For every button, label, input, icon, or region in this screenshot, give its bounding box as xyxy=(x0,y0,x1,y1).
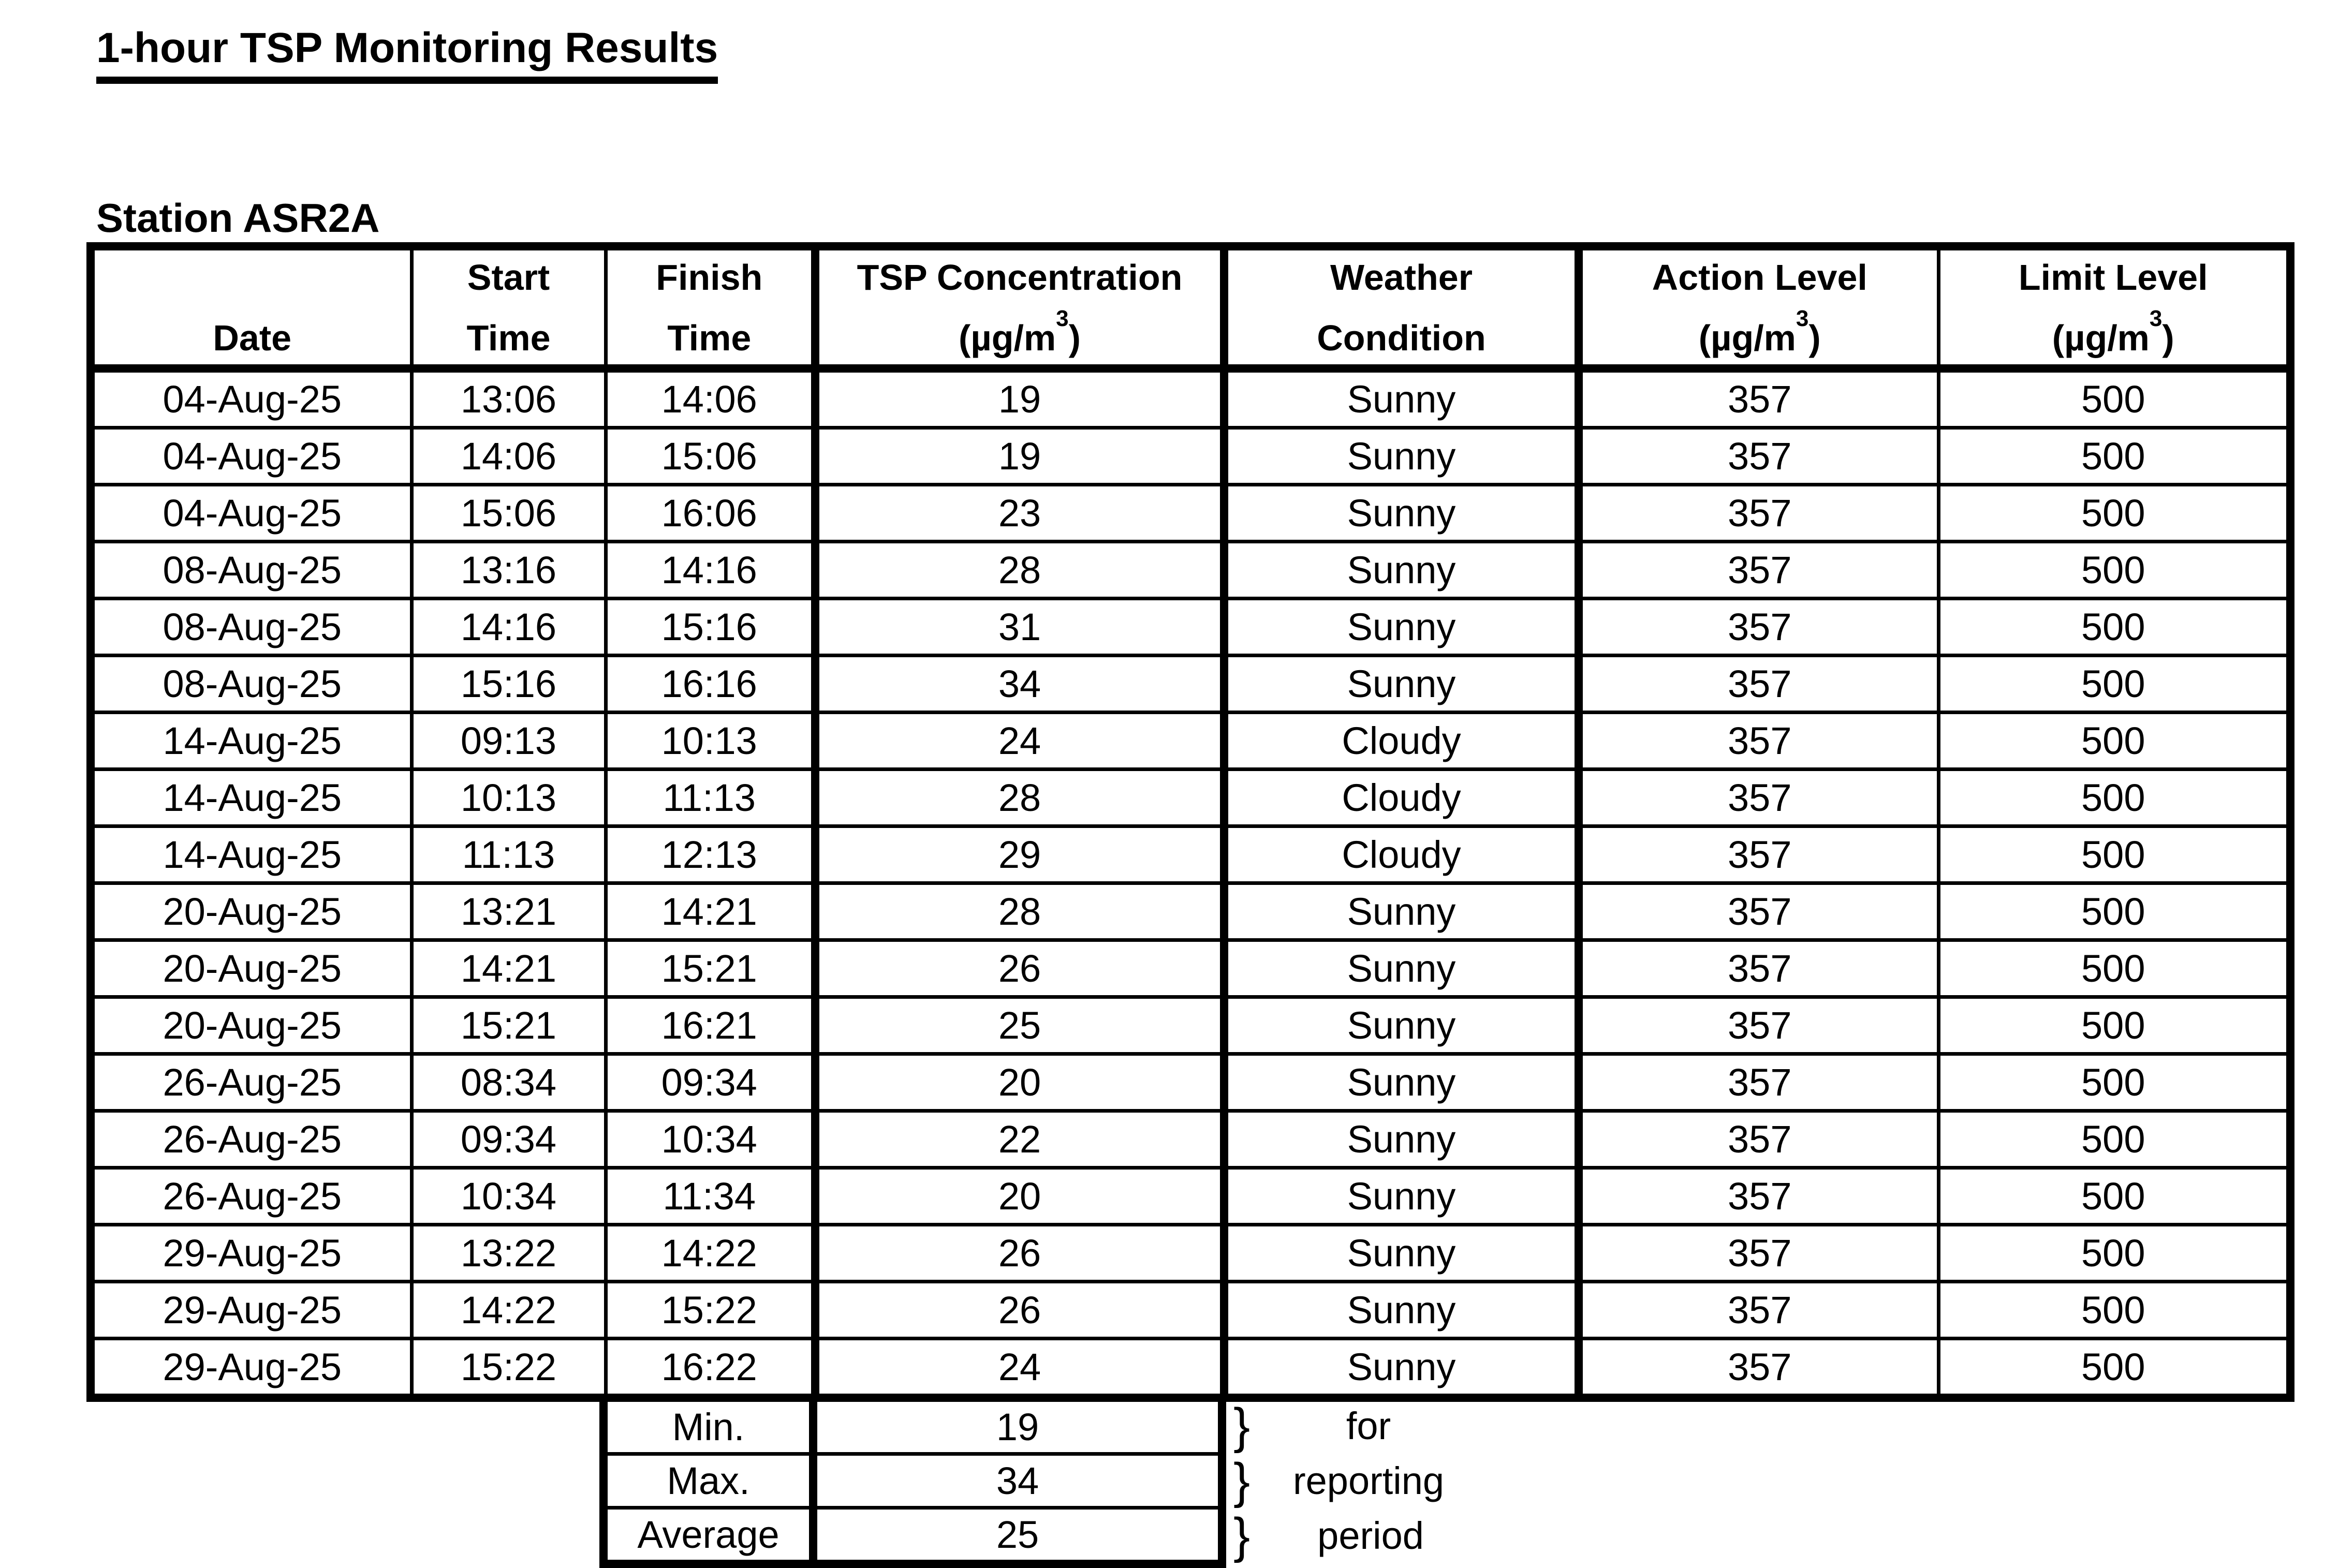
cell-action-level: 357 xyxy=(1579,656,1938,713)
cell-start-time: 09:34 xyxy=(411,1111,606,1168)
cell-tsp-concentration: 25 xyxy=(815,997,1224,1054)
cell-tsp-concentration: 28 xyxy=(815,542,1224,599)
cell-action-level: 357 xyxy=(1579,940,1938,997)
cell-finish-time: 14:16 xyxy=(606,542,815,599)
summary-table xyxy=(599,1394,1495,1568)
brace-glyph: } xyxy=(1233,1453,1251,1508)
cell-start-time: 15:16 xyxy=(411,656,606,713)
cell-action-level: 357 xyxy=(1579,1054,1938,1111)
cell-start-time: 14:22 xyxy=(411,1282,606,1339)
cell-tsp-concentration: 20 xyxy=(815,1168,1224,1225)
cell-action-level: 357 xyxy=(1579,1225,1938,1282)
table-row xyxy=(91,1339,2290,1398)
cell-date: 04-Aug-25 xyxy=(91,485,411,542)
summary-row xyxy=(604,1454,1491,1508)
cell-finish-time: 16:22 xyxy=(606,1339,815,1398)
cell-finish-time: 16:06 xyxy=(606,485,815,542)
cell-weather-condition: Sunny xyxy=(1224,428,1579,485)
cell-tsp-concentration: 19 xyxy=(815,428,1224,485)
cell-tsp-concentration: 28 xyxy=(815,883,1224,940)
cell-limit-level: 500 xyxy=(1938,713,2290,770)
table-row xyxy=(91,1168,2290,1225)
summary-label: Min. xyxy=(604,1398,813,1454)
cell-finish-time: 10:34 xyxy=(606,1111,815,1168)
cell-tsp-concentration: 28 xyxy=(815,770,1224,826)
cell-date: 04-Aug-25 xyxy=(91,428,411,485)
cell-date: 14-Aug-25 xyxy=(91,713,411,770)
cell-start-time: 13:06 xyxy=(411,368,606,428)
cell-date: 29-Aug-25 xyxy=(91,1339,411,1398)
cell-tsp-concentration: 23 xyxy=(815,485,1224,542)
cell-date: 26-Aug-25 xyxy=(91,1111,411,1168)
cell-weather-condition: Sunny xyxy=(1224,1054,1579,1111)
cell-limit-level: 500 xyxy=(1938,826,2290,883)
cell-tsp-concentration: 22 xyxy=(815,1111,1224,1168)
brace-glyph: } xyxy=(1233,1508,1251,1564)
cell-date: 20-Aug-25 xyxy=(91,940,411,997)
cell-date: 14-Aug-25 xyxy=(91,826,411,883)
cell-start-time: 13:16 xyxy=(411,542,606,599)
cell-finish-time: 14:22 xyxy=(606,1225,815,1282)
summary-row xyxy=(604,1508,1491,1564)
cell-start-time: 13:21 xyxy=(411,883,606,940)
cell-weather-condition: Sunny xyxy=(1224,1225,1579,1282)
cell-date: 08-Aug-25 xyxy=(91,542,411,599)
header-action-level: Action Level $(\mu g/m^3)$ xyxy=(1579,246,1938,368)
summary-value: 19 xyxy=(813,1398,1222,1454)
table-row xyxy=(91,940,2290,997)
table-row xyxy=(91,997,2290,1054)
cell-start-time: 14:21 xyxy=(411,940,606,997)
table-row xyxy=(91,368,2290,428)
table-row xyxy=(91,826,2290,883)
cell-start-time: 09:13 xyxy=(411,713,606,770)
summary-row xyxy=(604,1398,1491,1454)
cell-start-time: 11:13 xyxy=(411,826,606,883)
summary-label: Average xyxy=(604,1508,813,1564)
header-start-time: Start Time xyxy=(411,246,606,368)
table-row xyxy=(91,1111,2290,1168)
cell-limit-level: 500 xyxy=(1938,883,2290,940)
cell-action-level: 357 xyxy=(1579,713,1938,770)
header-date: Date xyxy=(91,246,411,368)
table-row xyxy=(91,599,2290,656)
cell-tsp-concentration: 31 xyxy=(815,599,1224,656)
cell-limit-level: 500 xyxy=(1938,542,2290,599)
cell-date: 26-Aug-25 xyxy=(91,1054,411,1111)
summary-note-word: reporting xyxy=(1293,1459,1445,1502)
cell-action-level: 357 xyxy=(1579,1111,1938,1168)
cell-action-level: 357 xyxy=(1579,485,1938,542)
table-row xyxy=(91,770,2290,826)
cell-action-level: 357 xyxy=(1579,826,1938,883)
cell-action-level: 357 xyxy=(1579,770,1938,826)
cell-action-level: 357 xyxy=(1579,542,1938,599)
cell-tsp-concentration: 34 xyxy=(815,656,1224,713)
cell-weather-condition: Sunny xyxy=(1224,997,1579,1054)
cell-action-level: 357 xyxy=(1579,1339,1938,1398)
cell-start-time: 10:34 xyxy=(411,1168,606,1225)
cell-date: 04-Aug-25 xyxy=(91,368,411,428)
cell-limit-level: 500 xyxy=(1938,770,2290,826)
summary-label: Max. xyxy=(604,1454,813,1508)
cell-tsp-concentration: 26 xyxy=(815,1282,1224,1339)
cell-finish-time: 15:06 xyxy=(606,428,815,485)
summary-note xyxy=(1222,1508,1491,1564)
cell-finish-time: 15:22 xyxy=(606,1282,815,1339)
cell-weather-condition: Sunny xyxy=(1224,1111,1579,1168)
cell-date: 20-Aug-25 xyxy=(91,997,411,1054)
cell-limit-level: 500 xyxy=(1938,485,2290,542)
cell-weather-condition: Cloudy xyxy=(1224,770,1579,826)
header-limit-level: Limit Level $(\mu g/m^3)$ xyxy=(1938,246,2290,368)
table-row xyxy=(91,542,2290,599)
cell-finish-time: 11:13 xyxy=(606,770,815,826)
cell-tsp-concentration: 24 xyxy=(815,1339,1224,1398)
cell-action-level: 357 xyxy=(1579,428,1938,485)
cell-limit-level: 500 xyxy=(1938,428,2290,485)
cell-tsp-concentration: 26 xyxy=(815,940,1224,997)
cell-action-level: 357 xyxy=(1579,997,1938,1054)
cell-finish-time: 15:21 xyxy=(606,940,815,997)
table-row xyxy=(91,1225,2290,1282)
cell-finish-time: 16:16 xyxy=(606,656,815,713)
cell-date: 26-Aug-25 xyxy=(91,1168,411,1225)
cell-limit-level: 500 xyxy=(1938,1054,2290,1111)
cell-start-time: 10:13 xyxy=(411,770,606,826)
cell-limit-level: 500 xyxy=(1938,1282,2290,1339)
table-row xyxy=(91,1282,2290,1339)
cell-weather-condition: Sunny xyxy=(1224,883,1579,940)
cell-weather-condition: Cloudy xyxy=(1224,826,1579,883)
table-row xyxy=(91,485,2290,542)
cell-start-time: 15:21 xyxy=(411,997,606,1054)
cell-finish-time: 09:34 xyxy=(606,1054,815,1111)
station-label: Station ASR2A xyxy=(96,195,380,241)
header-weather-condition: Weather Condition xyxy=(1224,246,1579,368)
table-row xyxy=(91,1054,2290,1111)
cell-finish-time: 14:21 xyxy=(606,883,815,940)
header-tsp-concentration: TSP Concentration $(\mu g/m^3)$ xyxy=(815,246,1224,368)
cell-start-time: 14:06 xyxy=(411,428,606,485)
cell-start-time: 08:34 xyxy=(411,1054,606,1111)
summary-note xyxy=(1222,1454,1491,1508)
cell-finish-time: 12:13 xyxy=(606,826,815,883)
cell-limit-level: 500 xyxy=(1938,1111,2290,1168)
cell-start-time: 14:16 xyxy=(411,599,606,656)
cell-limit-level: 500 xyxy=(1938,368,2290,428)
summary-note-word: for xyxy=(1346,1404,1391,1447)
cell-finish-time: 10:13 xyxy=(606,713,815,770)
cell-date: 08-Aug-25 xyxy=(91,599,411,656)
cell-limit-level: 500 xyxy=(1938,1225,2290,1282)
brace-glyph: } xyxy=(1233,1398,1251,1454)
cell-weather-condition: Sunny xyxy=(1224,485,1579,542)
cell-limit-level: 500 xyxy=(1938,1168,2290,1225)
cell-action-level: 357 xyxy=(1579,883,1938,940)
monitoring-results-table xyxy=(86,242,2294,1402)
cell-tsp-concentration: 24 xyxy=(815,713,1224,770)
cell-weather-condition: Sunny xyxy=(1224,940,1579,997)
cell-limit-level: 500 xyxy=(1938,1339,2290,1398)
table-row xyxy=(91,428,2290,485)
table-header-row xyxy=(91,246,2290,368)
cell-start-time: 13:22 xyxy=(411,1225,606,1282)
cell-tsp-concentration: 19 xyxy=(815,368,1224,428)
cell-action-level: 357 xyxy=(1579,368,1938,428)
cell-weather-condition: Sunny xyxy=(1224,656,1579,713)
cell-action-level: 357 xyxy=(1579,599,1938,656)
summary-note-word: period xyxy=(1317,1514,1424,1558)
cell-start-time: 15:22 xyxy=(411,1339,606,1398)
cell-finish-time: 15:16 xyxy=(606,599,815,656)
cell-start-time: 15:06 xyxy=(411,485,606,542)
cell-weather-condition: Sunny xyxy=(1224,542,1579,599)
cell-limit-level: 500 xyxy=(1938,599,2290,656)
page-title: 1-hour TSP Monitoring Results xyxy=(96,24,718,84)
cell-date: 20-Aug-25 xyxy=(91,883,411,940)
cell-tsp-concentration: 26 xyxy=(815,1225,1224,1282)
cell-tsp-concentration: 29 xyxy=(815,826,1224,883)
table-row xyxy=(91,713,2290,770)
cell-date: 29-Aug-25 xyxy=(91,1225,411,1282)
cell-finish-time: 14:06 xyxy=(606,368,815,428)
cell-date: 29-Aug-25 xyxy=(91,1282,411,1339)
cell-finish-time: 16:21 xyxy=(606,997,815,1054)
cell-date: 08-Aug-25 xyxy=(91,656,411,713)
summary-value: 34 xyxy=(813,1454,1222,1508)
header-finish-time: Finish Time xyxy=(606,246,815,368)
cell-limit-level: 500 xyxy=(1938,940,2290,997)
table-row xyxy=(91,656,2290,713)
cell-tsp-concentration: 20 xyxy=(815,1054,1224,1111)
cell-limit-level: 500 xyxy=(1938,656,2290,713)
cell-finish-time: 11:34 xyxy=(606,1168,815,1225)
summary-value: 25 xyxy=(813,1508,1222,1564)
table-row xyxy=(91,883,2290,940)
cell-limit-level: 500 xyxy=(1938,997,2290,1054)
cell-weather-condition: Sunny xyxy=(1224,1282,1579,1339)
cell-date: 14-Aug-25 xyxy=(91,770,411,826)
cell-weather-condition: Sunny xyxy=(1224,368,1579,428)
cell-weather-condition: Sunny xyxy=(1224,599,1579,656)
cell-weather-condition: Sunny xyxy=(1224,1168,1579,1225)
cell-weather-condition: Sunny xyxy=(1224,1339,1579,1398)
summary-note xyxy=(1222,1398,1491,1454)
cell-weather-condition: Cloudy xyxy=(1224,713,1579,770)
cell-action-level: 357 xyxy=(1579,1168,1938,1225)
cell-action-level: 357 xyxy=(1579,1282,1938,1339)
